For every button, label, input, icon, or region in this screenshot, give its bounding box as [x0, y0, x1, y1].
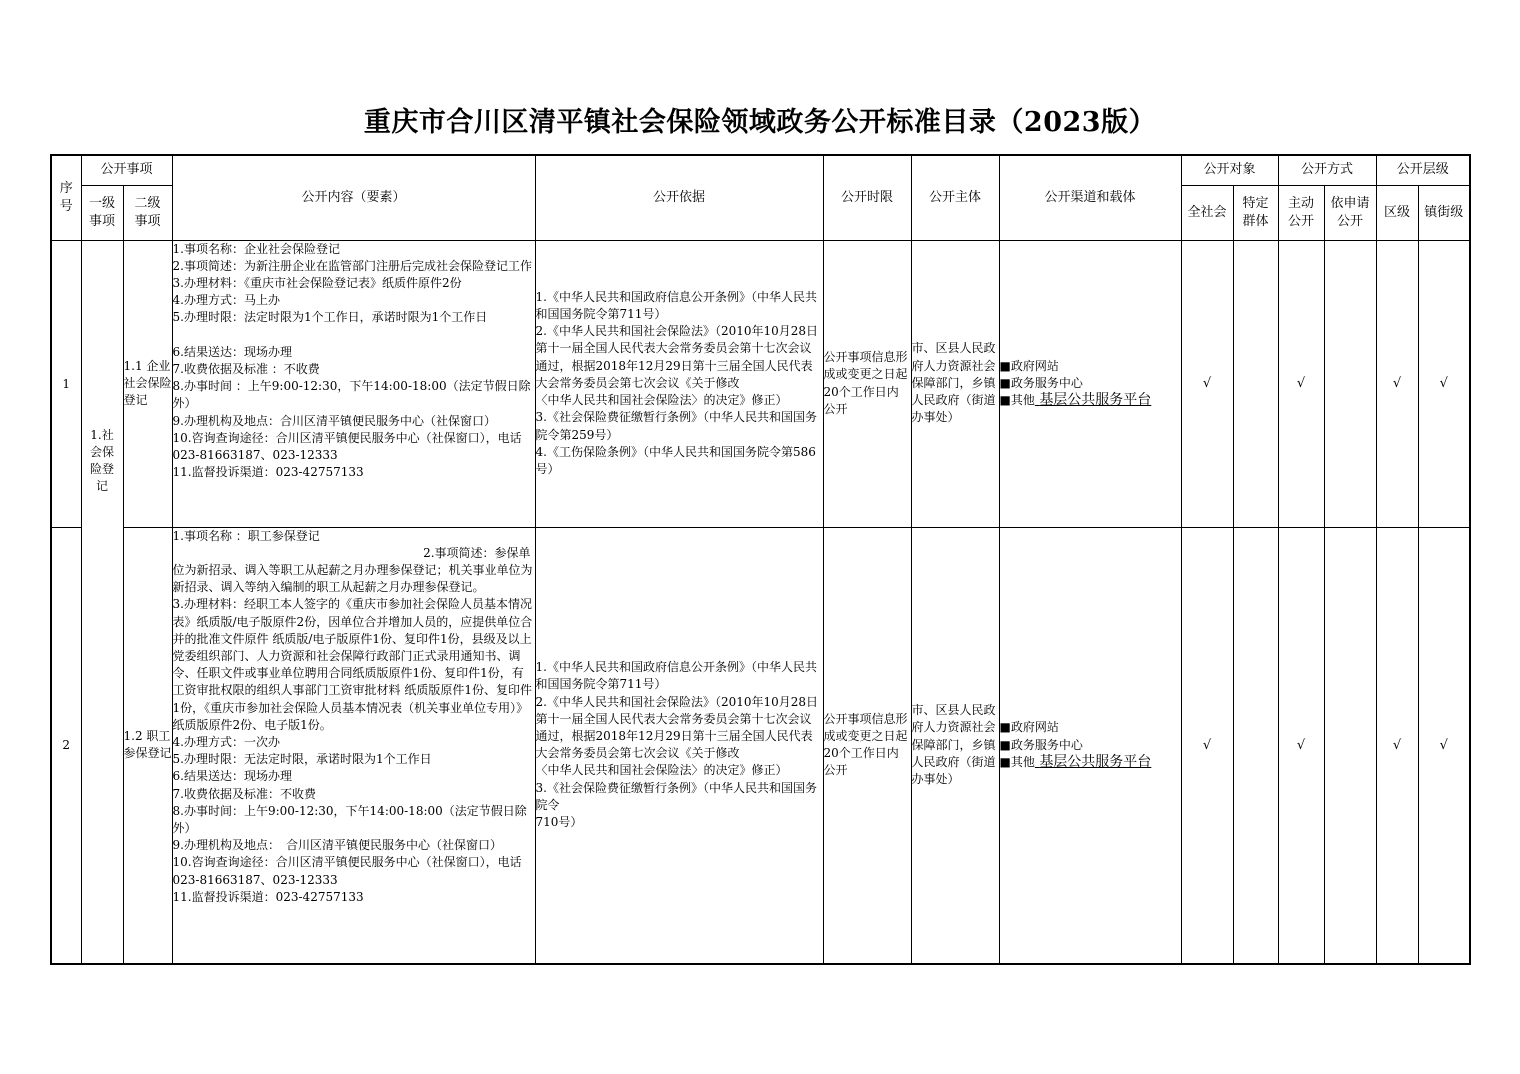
check-level-town: √: [1418, 240, 1470, 527]
header-level1: 一级事项: [81, 185, 123, 240]
row-subject: 市、区县人民政府人力资源社会保障部门，乡镇人民政府（街道办事处）: [911, 240, 999, 527]
row-channels: ■政府网站 ■政务服务中心 ■其他 基层公共服务平台: [999, 240, 1181, 527]
header-method: 公开方式: [1278, 155, 1376, 185]
row-time-limit: 公开事项信息形成或变更之日起20个工作日内公开: [823, 527, 911, 964]
header-target-specific: 特定群体: [1233, 185, 1278, 240]
check-method-active: √: [1278, 240, 1324, 527]
channel-other: 基层公共服务平台: [1039, 392, 1152, 409]
row-content: 1.事项名称：企业社会保险登记 2.事项简述：为新注册企业在监管部门注册后完成社会保险登记工作 3.办理材料：《重庆市社会保险登记表》纸质件原件2份 4.办理方式：马上办 5.办理时限：法定时限为1个工作日，承诺时限为1个工作日 6.结果送达：现场办理 7.收费依据及标准 ：不收费 8.办事时间 ：上午9:00-12:30，下午14:00-18:00（法定节假日除外） 9.办理机构及地点：合川区清平镇便民服务中心（社保窗口） 10.咨询查询途径：合川区清平镇便民服务中心（社保窗口），电话023-81663187、023-12333 11.监督投诉渠道：023-42757133: [172, 240, 535, 527]
header-channel: 公开渠道和载体: [999, 155, 1181, 240]
check-method-active: √: [1278, 527, 1324, 964]
row-subject: 市、区县人民政府人力资源社会保障部门，乡镇人民政府（街道办事处）: [911, 527, 999, 964]
header-content: 公开内容（要素）: [172, 155, 535, 240]
row-seq: 2: [51, 527, 81, 964]
table-row: [51, 527, 1470, 964]
check-level-town: √: [1418, 527, 1470, 964]
header-target: 公开对象: [1181, 155, 1278, 185]
check-level-district: √: [1376, 240, 1418, 527]
header-level2: 二级事项: [123, 185, 172, 240]
row-level2: 1.1 企业社会保险登记: [123, 240, 172, 527]
header-items: 公开事项: [81, 155, 172, 185]
check-target-all: √: [1181, 527, 1233, 964]
header-method-apply: 依申请公开: [1324, 185, 1376, 240]
check-target-specific: [1233, 240, 1278, 527]
row-channels: ■政府网站 ■政务服务中心 ■其他 基层公共服务平台: [999, 527, 1181, 964]
header-subject: 公开主体: [911, 155, 999, 240]
header-seq: 序号: [51, 155, 81, 240]
row-time-limit: 公开事项信息形成或变更之日起20个工作日内公开: [823, 240, 911, 527]
row-seq: 1: [51, 240, 81, 527]
row-level2: 1.2 职工参保登记: [123, 527, 172, 964]
catalog-table: [50, 154, 1471, 965]
row-basis: 1.《中华人民共和国政府信息公开条例》（中华人民共和国国务院令第711号） 2.《中华人民共和国社会保险法》（2010年10月28日第十一届全国人民代表大会常务委员会第十七次会议通过，根据2018年12月29日第十三届全国人民代表大会常务委员会第七次会议《关于修改 〈中华人民共和国社会保险法〉的决定》修正） 3.《社会保险费征缴暂行条例》（中华人民共和国国务院令第259号） 4.《工伤保险条例》（中华人民共和国国务院令第586号）: [535, 240, 823, 527]
level1-item: 1.社会保险登记: [81, 240, 123, 964]
channel-other: 基层公共服务平台: [1039, 753, 1152, 770]
check-method-apply: [1324, 240, 1376, 527]
header-level: 公开层级: [1376, 155, 1470, 185]
row-basis: 1.《中华人民共和国政府信息公开条例》（中华人民共和国国务院令第711号） 2.《中华人民共和国社会保险法》（2010年10月28日第十一届全国人民代表大会常务委员会第十七次会议通过，根据2018年12月29日第十三届全国人民代表大会常务委员会第七次会议《关于修改 〈中华人民共和国社会保险法〉的决定》修正） 3.《社会保险费征缴暂行条例》（中华人民共和国国务院令 710号）: [535, 527, 823, 964]
header-basis: 公开依据: [535, 155, 823, 240]
check-target-all: √: [1181, 240, 1233, 527]
header-target-all: 全社会: [1181, 185, 1233, 240]
check-level-district: √: [1376, 527, 1418, 964]
page-title: 重庆市合川区清平镇社会保险领域政务公开标准目录（2023版）: [363, 107, 1157, 138]
header-level-district: 区级: [1376, 185, 1418, 240]
header-time-limit: 公开时限: [823, 155, 911, 240]
header-method-active: 主动公开: [1278, 185, 1324, 240]
row-content: 1.事项名称 ：职工参保登记 2.事项简述：参保单 位为新招录、调入等职工从起薪之月办理参保登记；机关事业单位为新招录、调入等纳入编制的职工从起薪之月办理参保登记。 3.办理材料：经职工本人签字的《重庆市参加社会保险人员基本情况表》纸质版/电子版原件2份，因单位合并增加人员的，应提供单位合并的批准文件原件 纸质版/电子版原件1份、复印件1份，县级及以上党委组织部门、人力资源和社会保障行政部门正式录用通知书、调令、任职文件或事业单位聘用合同纸质版原件1份、复印件1份，有工资审批权限的组织人事部门工资审批材料 纸质版原件1份、复印件1份，《重庆市参加社会保险人员基本情况表（机关事业单位专用）》纸质版原件2份、电子版1份。 4.办理方式：一次办 5.办理时限：无法定时限，承诺时限为1个工作日 6.结果送达：现场办理 7.收费依据及标准：不收费 8.办事时间：上午9:00-12:30，下午14:00-18:00（法定节假日除外） 9.办理机构及地点： 合川区清平镇便民服务中心（社保窗口） 10.咨询查询途径：合川区清平镇便民服务中心（社保窗口），电话023-81663187、023-12333 11.监督投诉渠道：023-42757133: [172, 527, 535, 964]
check-method-apply: [1324, 527, 1376, 964]
header-level-town: 镇街级: [1418, 185, 1470, 240]
table-row: [51, 240, 1470, 527]
check-target-specific: [1233, 527, 1278, 964]
